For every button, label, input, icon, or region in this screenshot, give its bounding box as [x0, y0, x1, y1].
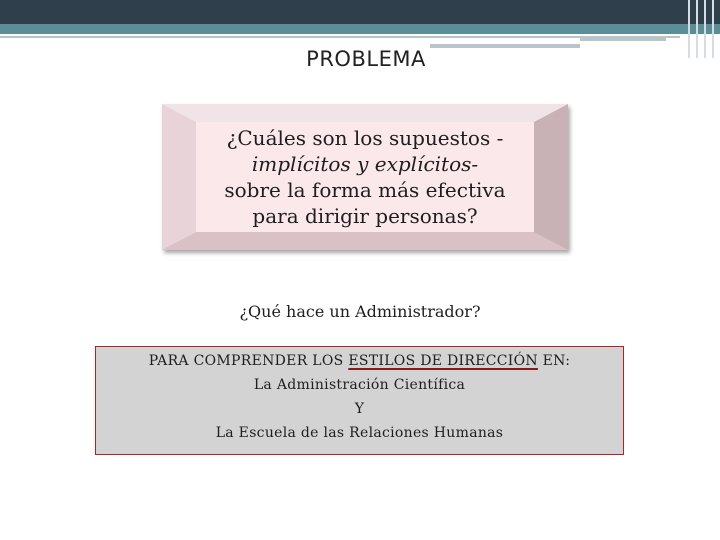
header-bar: [0, 0, 720, 24]
info-box: [95, 346, 624, 455]
question-bevel-box: [162, 104, 568, 250]
question-panel: [196, 122, 534, 232]
question-line-1: ¿Cuáles son los supuestos -: [226, 126, 504, 150]
sub-question: ¿Qué hace un Administrador?: [239, 302, 481, 321]
info-line-2: La Administración Científica: [253, 377, 466, 393]
main-question: [224, 125, 505, 229]
header-divider: [0, 36, 680, 38]
info-line-1: PARA COMPRENDER LOS ESTILOS DE DIRECCIÓN EN:: [148, 353, 571, 369]
question-line-3: sobre la forma más efectiva: [224, 178, 506, 202]
info-line-4: La Escuela de las Relaciones Humanas: [215, 425, 504, 441]
question-line-4: para dirigir personas?: [252, 204, 478, 228]
underlined-phrase: ESTILOS DE DIRECCIÓN: [348, 353, 538, 369]
question-line-2: implícitos y explícitos-: [251, 152, 479, 176]
info-line-3: Y: [354, 401, 365, 417]
header-accent-bar: [0, 24, 720, 34]
slide-title: PROBLEMA: [306, 47, 426, 71]
header-divider-right: [580, 38, 666, 41]
